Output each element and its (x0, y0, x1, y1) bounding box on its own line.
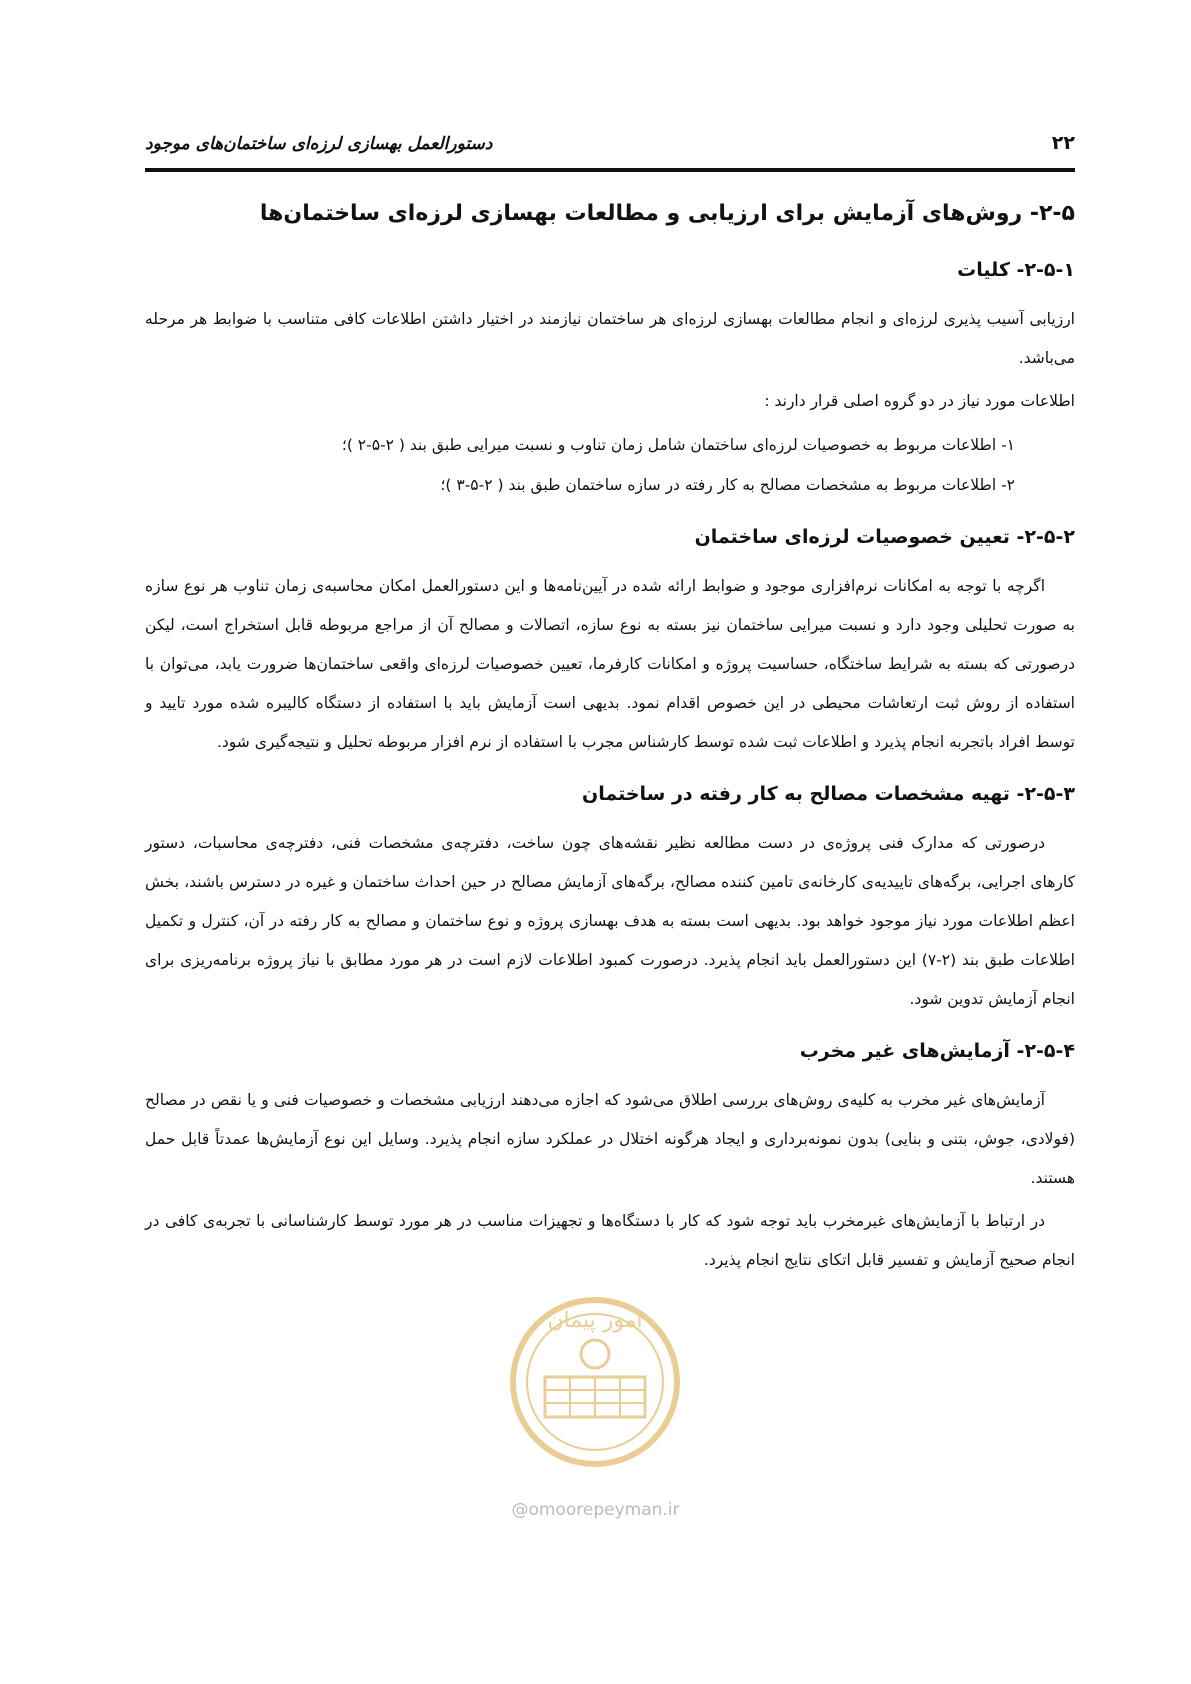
page-number: ۲۲ (1051, 132, 1075, 154)
materials-paragraph: درصورتی که مدارک فنی پروژه‌ی در دست مطالعه نظیر نقشه‌های چون ساخت، دفترچه‌ی مشخصات فنی، دفترچه‌ی محاسبات، دستور کارهای اجرایی، برگه‌های تاییدیه‌ی کارخانه‌ی تامین کننده مصالح، برگه‌های آزمایش مصالح در حین احداث ساختمان و غیره در دسترس باشند، بخش اعظم اطلاعات مورد نیاز موجود خواهد بود. بدیهی است بسته به هدف بهسازی پروژه و نوع ساختمان و مصالح به کار رفته در آن، کنترل و تکمیل اطلاعات طبق بند (۲-۷) این دستورالعمل باید انجام پذیرد. درصورت کمبود اطلاعات لازم است در هر مورد مطابق با نیاز پروژه برنامه‌ریزی برای انجام آزمایش تدوین شود. (145, 834, 1075, 1008)
running-title: دستورالعمل بهسازی لرزه‌ای ساختمان‌های موجود (145, 134, 493, 154)
ndt-paragraph-2: در ارتباط با آزمایش‌های غیرمخرب باید توجه شود که کار با دستگاه‌ها و تجهیزات مناسب در هر مورد توسط کارشناسانی با تجربه‌ی کافی در انجام صحیح آزمایش و تفسیر قابل اتکای نتایج انجام پذیرد. (145, 1212, 1075, 1269)
section-title: ۲-۵- روش‌های آزمایش برای ارزیابی و مطالعات بهسازی لرزه‌ای ساختمان‌ها (259, 201, 1075, 226)
page-header (145, 128, 1075, 166)
subsection-title-ndt: ۲-۵-۴- آزمایش‌های غیر مخرب (799, 1040, 1075, 1062)
subsection-title-materials: ۲-۵-۳- تهیه مشخصات مصالح به کار رفته در ساختمان (582, 783, 1075, 805)
header-rule (145, 168, 1075, 172)
watermark-site: @omoorepeyman.ir (511, 1500, 680, 1520)
info-groups-intro: اطلاعات مورد نیاز در دو گروه اصلی قرار دارند : (764, 392, 1075, 410)
watermark-seal (505, 1282, 685, 1482)
info-groups-list (145, 425, 1015, 505)
general-paragraph: ارزیابی آسیب پذیری لرزه‌ای و انجام مطالعات بهسازی لرزه‌ای هر ساختمان نیازمند در اختیار داشتن اطلاعات کافی متناسب با ضوابط هر مرحله می‌باشد. (145, 310, 1075, 367)
page-body (145, 186, 1075, 1284)
list-item: ۱- اطلاعات مربوط به خصوصیات لرزه‌ای ساختمان شامل زمان تناوب و نسبت میرایی طبق بند ( ۲-۵-۲ )؛ (341, 436, 1015, 454)
seismic-paragraph: اگرچه با توجه به امکانات نرم‌افزاری موجود و ضوابط ارائه شده در آیین‌نامه‌ها و این دستورالعمل امکان محاسبه‌ی زمان تناوب هر نوع سازه به صورت تحلیلی وجود دارد و نسبت میرایی ساختمان نیز بسته به نوع سازه، اتصالات و مصالح آن از مراجع مربوطه قابل استخراج است، لیکن درصورتی که بسته به شرایط ساختگاه، حساسیت پروژه و امکانات کارفرما، تعیین خصوصیات لرزه‌ای واقعی ساختمان‌ها ضرورت یابد، می‌توان با استفاده از روش ثبت ارتعاشات محیطی در این خصوص اقدام نمود. بدیهی است آزمایش باید با استفاده از دستگاه کالیبره شده مورد تایید و توسط افراد باتجربه انجام پذیرد و اطلاعات ثبت شده توسط کارشناس مجرب با استفاده از نرم افزار مربوطه تحلیل و نتیجه‌گیری شود. (145, 577, 1075, 751)
list-item: ۲- اطلاعات مربوط به مشخصات مصالح به کار رفته در سازه ساختمان طبق بند ( ۲-۵-۳ )؛ (440, 476, 1015, 494)
subsection-title-seismic: ۲-۵-۲- تعیین خصوصیات لرزه‌ای ساختمان (694, 526, 1075, 548)
subsection-title-general: ۲-۵-۱- کلیات (957, 259, 1075, 281)
ndt-paragraph: آزمایش‌های غیر مخرب به کلیه‌ی روش‌های بررسی اطلاق می‌شود که اجازه می‌دهند ارزیابی مشخصات و خصوصیات فنی و یا نقص در مصالح (فولادی، جوش، بتنی و بنایی) بدون نمونه‌برداری و ایجاد هرگونه اختلال در عملکرد سازه انجام پذیرد. وسایل این نوع آزمایش‌ها عمدتاً قابل حمل هستند. (145, 1091, 1075, 1187)
seal-text: امور پیمان (547, 1308, 643, 1333)
